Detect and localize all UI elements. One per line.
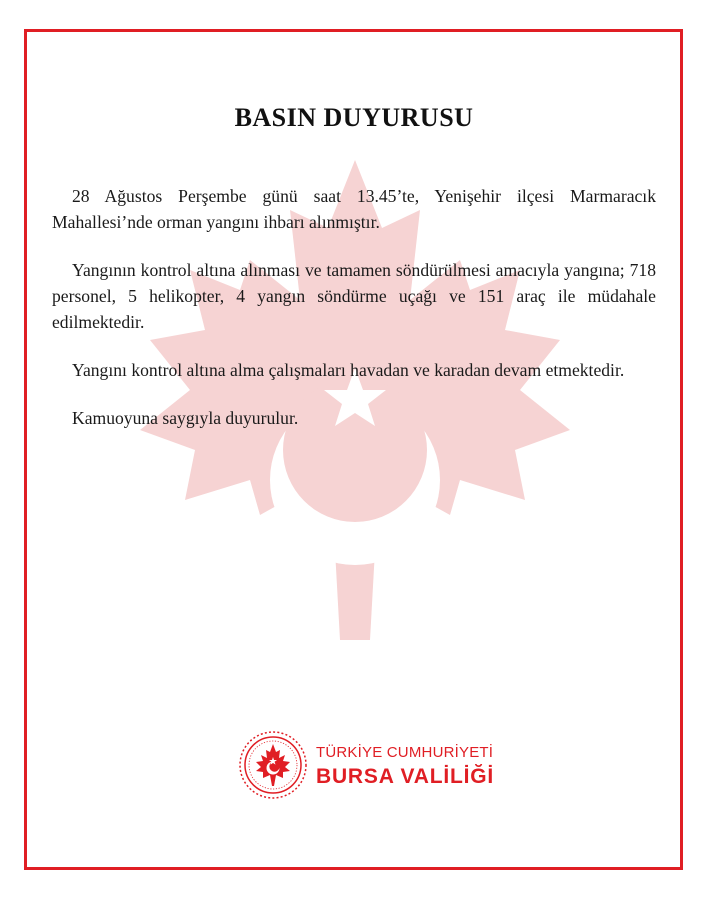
paragraph: Yangını kontrol altına alma çalışmaları havadan ve karadan devam etmektedir. xyxy=(72,360,625,380)
logo-title-line2: BURSA VALİLİĞİ xyxy=(316,765,495,788)
paragraph: Kamuoyuna saygıyla duyurulur. xyxy=(72,408,299,428)
document-body xyxy=(52,183,656,453)
document-title: BASIN DUYURUSU xyxy=(234,103,474,132)
paragraph: 28 Ağustos Perşembe günü saat 13.45’te, Yenişehir ilçesi Marmaracık Mahallesi’nde orman yangını ihbarı alınmıştır. xyxy=(52,186,656,232)
logo-title-line1: TÜRKİYE CUMHURİYETİ xyxy=(316,744,494,761)
bursa-valiligi-logo xyxy=(238,730,498,802)
paragraph: Yangının kontrol altına alınması ve tamamen söndürülmesi amacıyla yangına; 718 personel, 5 helikopter, 4 yangın söndürme uçağı ve 151 araç ile müdahale edilmektedir. xyxy=(52,260,656,332)
governorship-seal-icon xyxy=(238,730,308,800)
